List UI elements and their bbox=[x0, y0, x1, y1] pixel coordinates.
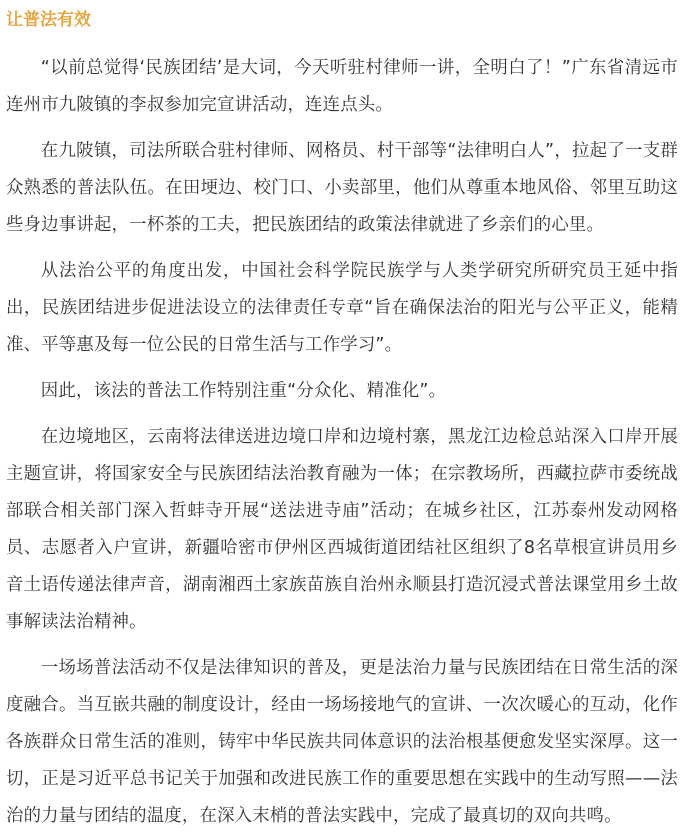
paragraph-4: 因此，该法的普法工作特别注重“分众化、精准化”。 bbox=[40, 381, 447, 401]
paragraph-5: 在边境地区，云南将法律送进边境口岸和边境村寨，黑龙江边检总站深入口岸开展主题宣讲，将国家安全与民族团结法治教育融为一体；在宗教场所，西藏拉萨市委统战部联合相关部门深入哲蚌寺开展“送法进寺庙”活动；在城乡社区，江苏泰州发动网格员、志愿者入户宣讲，新疆哈密市伊州区西城街道团结社区组织了8名草根宣讲员用乡音土语传递法律声音，湖南湘西土家族苗族自治州永顺县打造沉浸式普法课堂用乡土故事解读法治精神。 bbox=[6, 427, 678, 632]
paragraph-1: “以前总觉得‘民族团结’是大词，今天听驻村律师一讲，全明白了！”广东省清远市连州市九陂镇的李叔参加完宣讲活动，连连点头。 bbox=[6, 58, 678, 115]
section-heading: 让普法有效 bbox=[6, 10, 91, 30]
paragraph-6: 一场场普法活动不仅是法律知识的普及，更是法治力量与民族团结在日常生活的深度融合。当互嵌共融的制度设计，经由一场场接地气的宣讲、一次次暖心的互动，化作各族群众日常生活的准则，铸牢中华民族共同体意识的法治根基便愈发坚实深厚。这一切，正是习近平总书记关于加强和改进民族工作的重要思想在实践中的生动写照——法治的力量与团结的温度，在深入末梢的普法实践中，完成了最真切的双向共鸣。 bbox=[6, 658, 678, 826]
paragraph-2: 在九陂镇，司法所联合驻村律师、网格员、村干部等“法律明白人”，拉起了一支群众熟悉的普法队伍。在田埂边、校门口、小卖部里，他们从尊重本地风俗、邻里互助这些身边事讲起，一杯茶的工夫，把民族团结的政策法律就进了乡亲们的心里。 bbox=[6, 141, 678, 235]
paragraph-3: 从法治公平的角度出发，中国社会科学院民族学与人类学研究所研究员王延中指出，民族团结进步促进法设立的法律责任专章“旨在确保法治的阳光与公平正义，能精准、平等惠及每一位公民的日常生活与工作学习”。 bbox=[6, 261, 678, 355]
